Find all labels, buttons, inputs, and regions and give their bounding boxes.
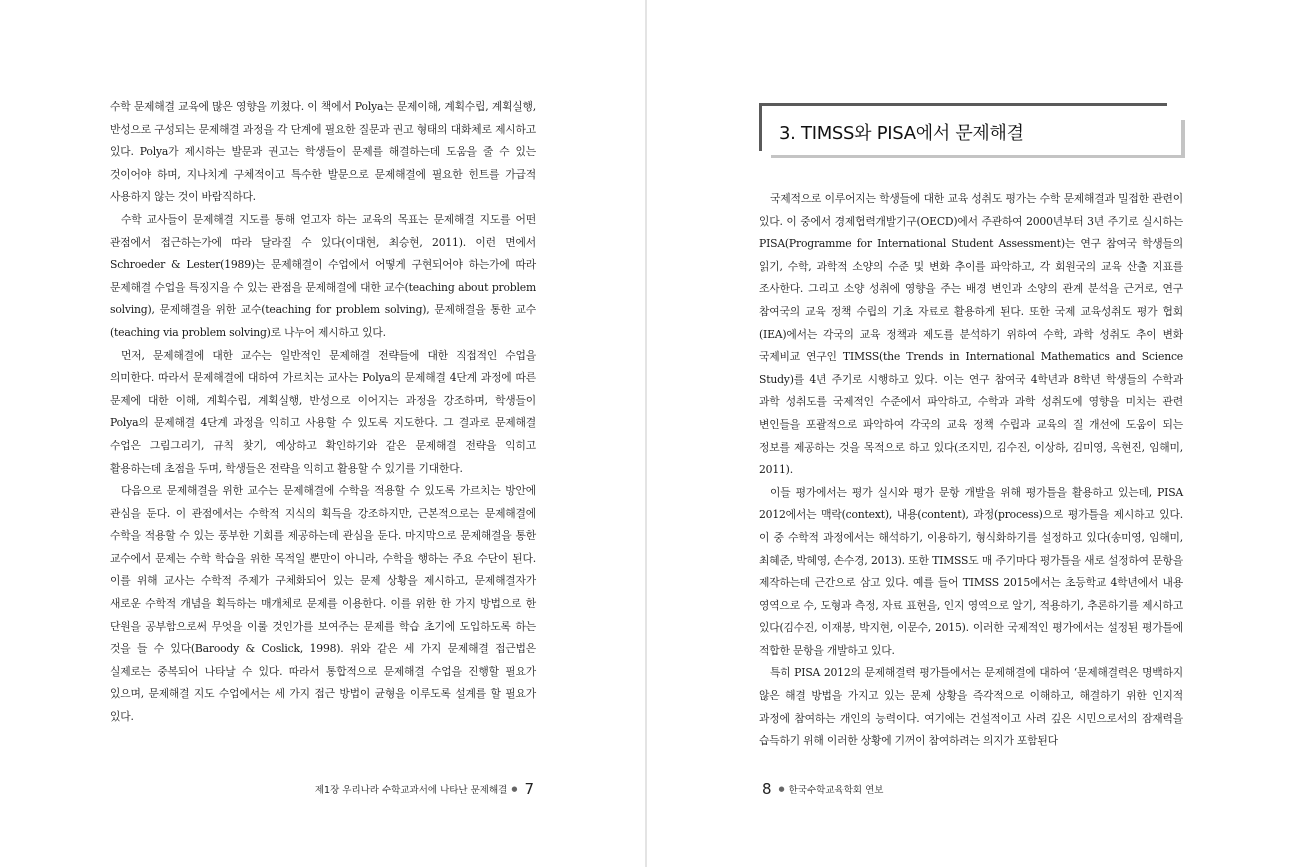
bullet-icon: ● [778, 785, 785, 793]
left-page-footer [315, 778, 537, 800]
right-page-body [759, 188, 1183, 753]
bullet-icon: ● [511, 785, 518, 793]
paragraph: 수학 교사들이 문제해결 지도를 통해 얻고자 하는 교육의 목표는 문제해결 지도를 어떤 관점에서 접근하는가에 따라 달라질 수 있다(이대현, 최승현, 2011). 이런 면에서 Schroeder & Lester(1989)는 문제해결이 수업에서 어떻게 구현되어야 하는가에 따라 문제해결 수업을 특징지을 수 있는 관점을 문제해결에 대한 교수(teaching about problem solving), 문제해결을 위한 교수(teaching for problem solving), 문제해결을 통한 교수(teaching via problem solving)로 나누어 제시하고 있다. [110, 212, 536, 339]
paragraph: 먼저, 문제해결에 대한 교수는 일반적인 문제해결 전략들에 대한 직접적인 수업을 의미한다. 따라서 문제해결에 대하여 가르치는 교사는 Polya의 문제해결 4단계 과정에 따른 문제에 대한 이해, 계획수립, 계획실행, 반성으로 이어지는 과정을 강조하며, 학생들이 Polya의 문제해결 4단계 과정을 익히고 사용할 수 있도록 지도한다. 그 결과로 문제해결 수업은 그림그리기, 규칙 찾기, 예상하고 확인하기와 같은 문제해결 전략을 익히고 활용하는데 초점을 두며, 학생들은 전략을 익히고 활용할 수 있기를 기대한다. [110, 348, 536, 475]
left-page-body [110, 96, 536, 729]
header-frame-left [759, 103, 762, 151]
header-shadow-bottom [771, 155, 1185, 158]
section-header [759, 103, 1187, 158]
paragraph: 수학 문제해결 교육에 많은 영향을 끼쳤다. 이 책에서 Polya는 문제이해, 계획수립, 계획실행, 반성으로 구성되는 문제해결 과정을 각 단계에 필요한 질문과 권고 형태의 대화체로 제시하고 있다. Polya가 제시하는 발문과 권고는 학생들이 문제를 해결하는데 도움을 줄 수 있는 것이어야 하며, 지나치게 구체적이고 특수한 발문으로 문제해결에 필요한 힌트를 가급적 사용하지 않는 것이 바람직하다. [110, 100, 536, 204]
paragraph: 특히 PISA 2012의 문제해결력 평가틀에서는 문제해결에 대하여 ‘문제해결력은 명백하지 않은 해결 방법을 가지고 있는 문제 상황을 즉각적으로 이해하고, 해결하기 위한 인지적 과정에 참여하는 개인의 능력이다. 여기에는 건설적이고 사려 깊은 시민으로서의 잠재력을 습득하기 위해 이러한 상황에 기꺼이 참여하려는 의지가 포함된다 [759, 666, 1183, 748]
paragraph: 이들 평가에서는 평가 실시와 평가 문항 개발을 위해 평가틀을 활용하고 있는데, PISA 2012에서는 맥락(context), 내용(content), 과정(process)으로 평가틀을 제시하고 있다. 이 중 수학적 과정에서는 해석하기, 이용하기, 형식화하기를 설정하고 있다(송미영, 임해미, 최혜준, 박혜영, 손수경, 2013). 또한 TIMSS도 매 주기마다 평가틀을 새로 설정하여 문항을 제작하는데 근간으로 삼고 있다. 예를 들어 TIMSS 2015에서는 초등학교 4학년에서 내용 영역으로 수, 도형과 측정, 자료 표현을, 인지 영역으로 알기, 적용하기, 추론하기를 제시하고 있다(김수진, 이재봉, 박지현, 이문수, 2015). 이러한 국제적인 평가에서는 설정된 평가틀에 적합한 문항을 개발하고 있다. [759, 485, 1183, 657]
section-title: 3. TIMSS와 PISA에서 문제해결 [779, 123, 1024, 144]
journal-title: 한국수학교육학회 연보 [788, 785, 884, 796]
paragraph: 다음으로 문제해결을 위한 교수는 문제해결에 수학을 적용할 수 있도록 가르치는 방안에 관심을 둔다. 이 관점에서는 수학적 지식의 획득을 강조하지만, 근본적으로는 문제해결에 수학을 적용할 수 있는 풍부한 기회를 제공하는데 관심을 둔다. 마지막으로 문제해결을 통한 교수에서 문제는 수학 학습을 위한 목적일 뿐만이 아니라, 수학을 행하는 주요 수단이 된다. 이를 위해 교사는 수학적 주제가 구체화되어 있는 문제 상황을 제시하고, 문제해결자가 새로운 수학적 개념을 획득하는 매개체로 문제를 이용한다. 이를 위한 한 가지 방법으로 한 단원을 공부함으로써 무엇을 이룰 것인가를 보여주는 문제를 학습 초기에 도입하도록 하는 것을 들 수 있다(Baroody & Coslick, 1998). 위와 같은 세 가지 문제해결 접근법은 실제로는 중복되어 나타날 수 있다. 따라서 통합적으로 문제해결 수업을 진행할 필요가 있으며, 문제해결 지도 수업에서는 세 가지 접근 방법이 균형을 이루도록 설계를 할 필요가 있다. [110, 484, 536, 724]
right-page-footer [759, 778, 883, 800]
left-page [0, 0, 645, 867]
right-page [647, 0, 1293, 867]
page-number: 8 [762, 780, 772, 798]
header-frame-top [759, 103, 1167, 106]
page-number: 7 [524, 780, 534, 798]
paragraph: 국제적으로 이루어지는 학생들에 대한 교육 성취도 평가는 수학 문제해결과 밀접한 관련이 있다. 이 중에서 경제협력개발기구(OECD)에서 주관하여 2000년부터 3년 주기로 실시하는 PISA(Programme for International Student Assessment)는 연구 참여국 학생들의 읽기, 수학, 과학적 소양의 수준 및 변화 추이를 파악하고, 각 회원국의 교육 산출 지표를 조사한다. 그리고 소양 성취에 영향을 주는 배경 변인과 소양의 관계 분석을 근거로, 연구 참여국의 교육 정책 수립의 기초 자료로 활용하게 된다. 또한 국제 교육성취도 평가 협회(IEA)에서는 각국의 교육 정책과 제도를 분석하기 위하여 수학, 과학 성취도 추이 변화 국제비교 연구인 TIMSS(the Trends in International Mathematics and Science Study)를 4년 주기로 시행하고 있다. 이는 연구 참여국 4학년과 8학년 학생들의 수학과 과학 성취도를 국제적인 수준에서 파악하고, 수학과 과학 성취도에 영향을 미치는 관련 변인들을 포괄적으로 파악하여 각국의 교육 정책 수립과 교육의 질 개선에 도움이 되는 정보를 제공하는 것을 목적으로 하고 있다(조지민, 김수진, 이상하, 김미영, 옥현진, 임해미, 2011). [759, 192, 1183, 477]
header-shadow-right [1181, 120, 1185, 158]
chapter-title: 제1장 우리나라 수학교과서에 나타난 문제해결 [314, 785, 508, 796]
